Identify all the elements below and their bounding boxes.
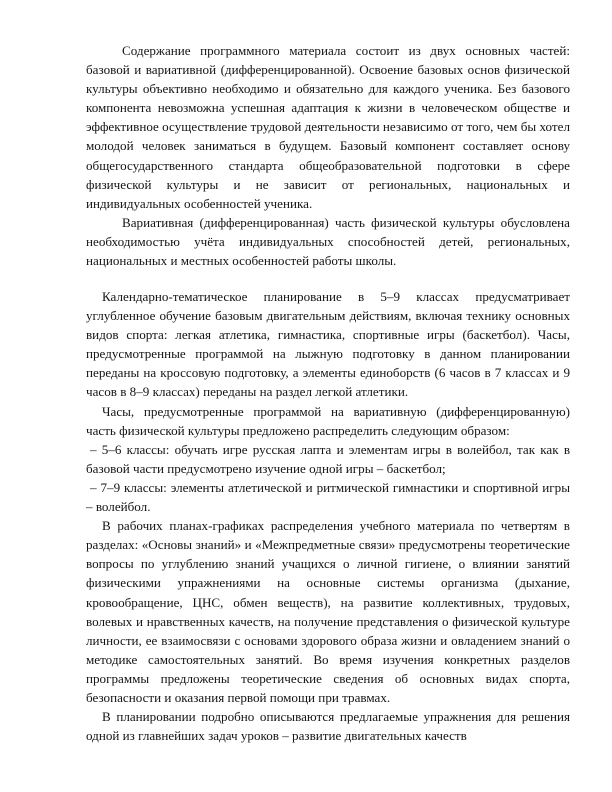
text-block-basic-and-variable-parts	[86, 41, 570, 213]
list-item-grades-5-6: – 5–6 классы: обучать игре русская лапта и элементам игры в волейбол, так как в базовой части предусмотрено изучение одной игры – баскетбол;	[86, 441, 570, 476]
paragraph-exercises: В планировании подробно описываются предлагаемые упражнения для решения одной из главнейших задач уроков – развитие двигательных качеств	[86, 709, 570, 744]
list-item-grades-7-9: – 7–9 классы: элементы атлетической и ритмической гимнастики и спортивной игры – волейбол.	[86, 479, 570, 515]
paragraph-variable-part: Вариативная (дифференцированная) часть физической культуры обусловлена необходимостью учёта индивидуальных способностей детей, региональных, национальных и местных особенностей работы школы.	[86, 215, 570, 269]
text-block-planning	[86, 287, 570, 745]
text-block-variable-part	[86, 213, 570, 270]
paragraph-calendar-planning: Календарно-тематическое планирование в 5–9 классах предусматривает углубленное обучение базовым двигательным действиям, включая технику основных видов спорта: легкая атлетика, гимнастика, спортивные игры (баскетбол). Часы, предусмотренные программой на лыжную подготовку в данном планировании переданы на кроссовую подготовку, а элементы единоборств (6 часов в 7 классах и 9 часов в 8–9 классах) переданы на раздел легкой атлетики.	[86, 289, 570, 400]
paragraph-variable-hours: Часы, предусмотренные программой на вариативную (дифференцированную) часть физической культуры предложено распределить следующим образом:	[86, 403, 570, 438]
paragraph-work-plans: В рабочих планах-графиках распределения учебного материала по четвертям в разделах: «Основы знаний» и «Межпредметные связи» предусмотрены теоретические вопросы по углублению знаний учащихся о личной гигиене, о влиянии занятий физическими упражнениями на основные системы организма (дыхание, кровообращение, ЦНС, обмен веществ), на развитие коллективных, трудовых, волевых и нравственных качеств, на получение представления о физической культуре личности, ее взаимосвязи с основами здорового образа жизни и овладением знаний о методике самостоятельных занятий. Во время изучения конкретных разделов программы предложены теоретические сведения об основных видах спорта, безопасности и оказания первой помощи при травмах.	[86, 518, 570, 705]
paragraph-content-structure: Содержание программного материала состоит из двух основных частей: базовой и вариативной (дифференцированной). Освоение базовых основ физической культуры объективно необходимо и обязательно для каждого ученика. Без базового компонента невозможна успешная адаптация к жизни в человеческом обществе и эффективное осуществление трудовой деятельности независимо от того, чем бы хотел молодой человек заниматься в будущем. Базовый компонент составляет основу общегосударственного стандарта общеобразовательной подготовки в сфере физической культуры и не зависит от региональных, национальных и индивидуальных особенностей ученика.	[86, 43, 570, 211]
